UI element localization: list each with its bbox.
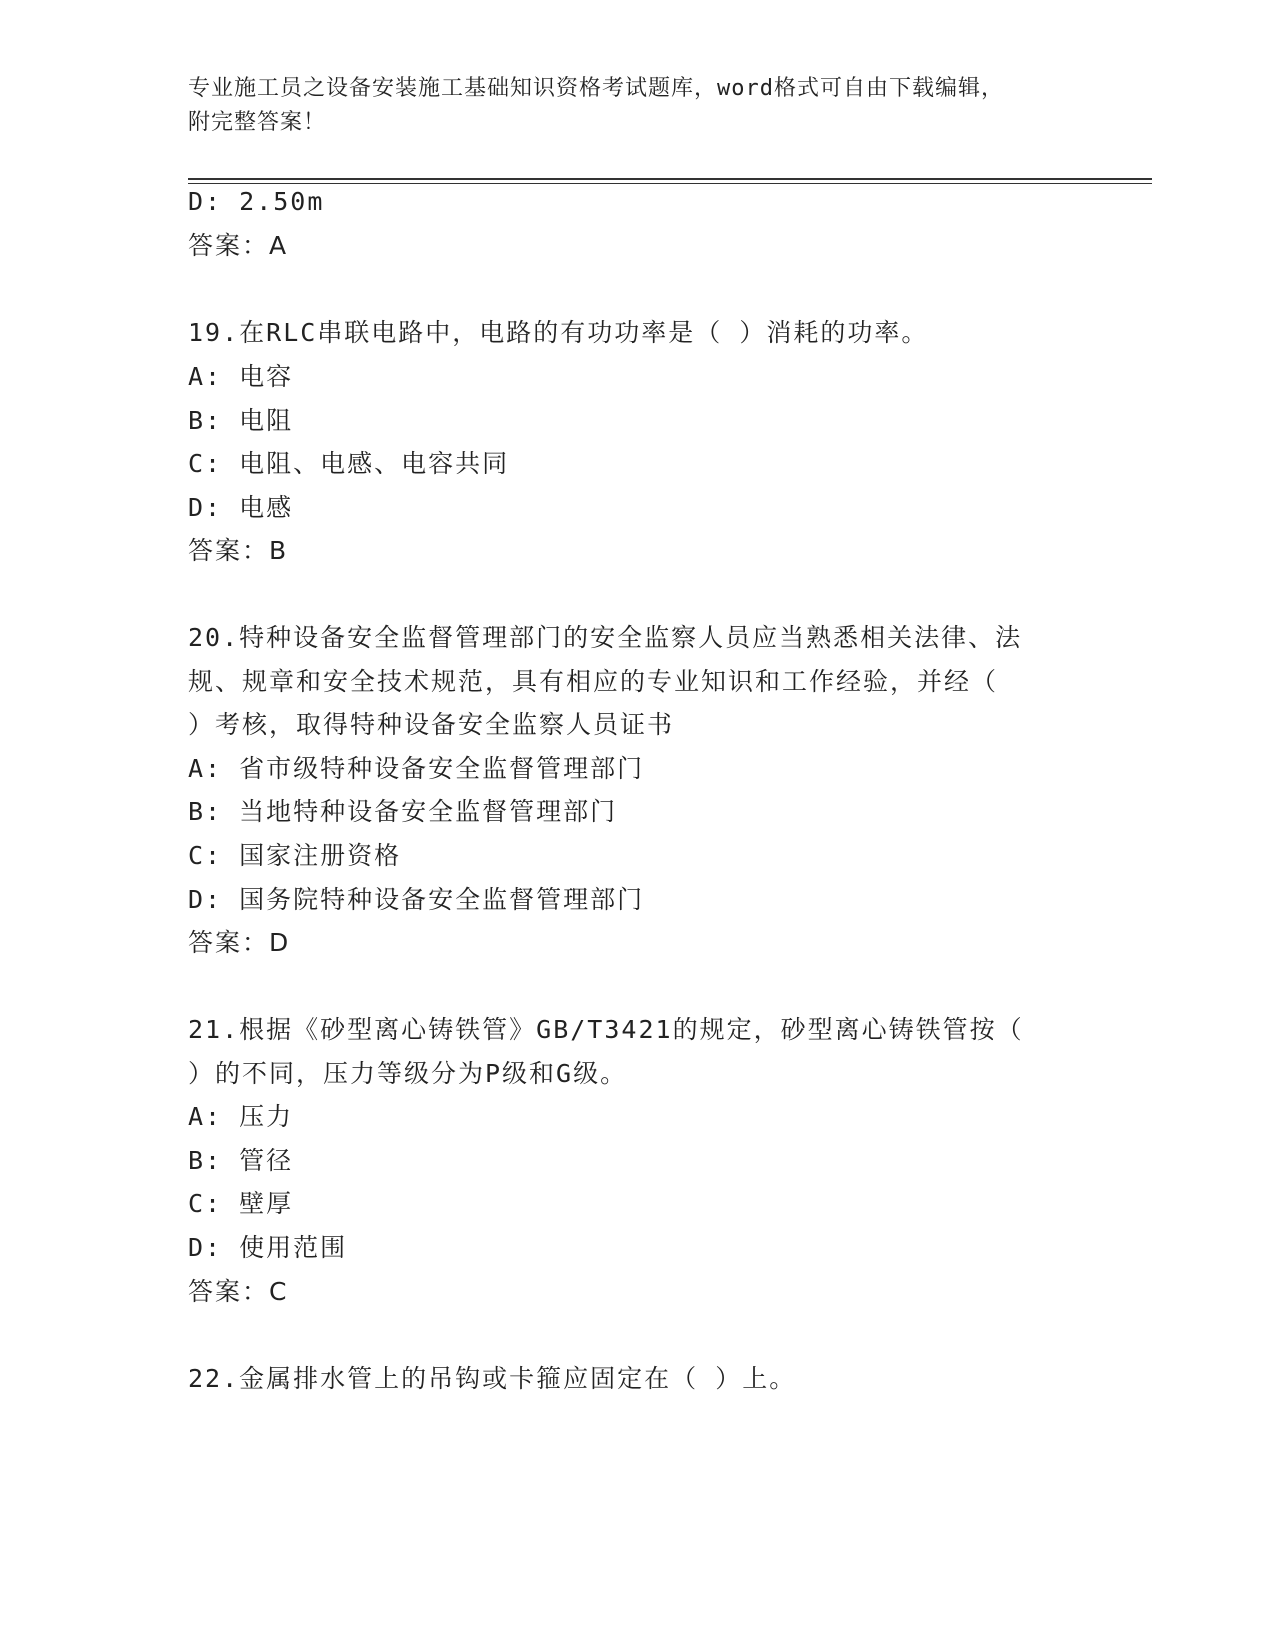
q20-stem-line-1: 20.特种设备安全监督管理部门的安全监察人员应当熟悉相关法律、法 [188, 623, 1023, 652]
q19-answer: 答案：B [188, 536, 289, 565]
q20-stem-line-3: ）考核，取得特种设备安全监察人员证书 [188, 710, 675, 739]
q22-stem: 22.金属排水管上的吊钩或卡箍应固定在（ ）上。 [188, 1364, 797, 1393]
header-divider-thin [188, 183, 1152, 184]
q20-option-a: A: 省市级特种设备安全监督管理部门 [188, 754, 645, 783]
q19-option-a: A: 电容 [188, 362, 294, 391]
q19-option-d: D: 电感 [188, 493, 294, 522]
q19-option-b: B: 电阻 [188, 406, 294, 435]
header-line-1: 专业施工员之设备安装施工基础知识资格考试题库，word格式可自由下载编辑， [188, 76, 1004, 101]
q21-answer: 答案：C [188, 1277, 289, 1306]
header-divider [188, 178, 1152, 180]
q21-option-b: B: 管径 [188, 1146, 294, 1175]
q20-option-d: D: 国务院特种设备安全监督管理部门 [188, 885, 645, 914]
q21-option-d: D: 使用范围 [188, 1233, 348, 1262]
q21-stem-line-2: ）的不同，压力等级分为P级和G级。 [188, 1059, 628, 1088]
prev-answer: 答案：A [188, 231, 289, 260]
document-header [188, 72, 1088, 140]
q21-option-c: C: 壁厚 [188, 1189, 294, 1218]
q20-option-b: B: 当地特种设备安全监督管理部门 [188, 797, 618, 826]
q21-stem-line-1: 21.根据《砂型离心铸铁管》GB/T3421的规定，砂型离心铸铁管按（ [188, 1015, 1024, 1044]
prev-option-d: D: 2.50m [188, 187, 325, 216]
q19-option-c: C: 电阻、电感、电容共同 [188, 449, 510, 478]
q20-option-c: C: 国家注册资格 [188, 841, 402, 870]
q20-stem-line-2: 规、规章和安全技术规范，具有相应的专业知识和工作经验，并经（ [188, 667, 999, 696]
header-line-2: 附完整答案！ [188, 110, 327, 135]
q21-option-a: A: 压力 [188, 1102, 294, 1131]
q20-answer: 答案：D [188, 928, 291, 957]
q19-stem: 19.在RLC串联电路中，电路的有功功率是（ ）消耗的功率。 [188, 318, 929, 347]
